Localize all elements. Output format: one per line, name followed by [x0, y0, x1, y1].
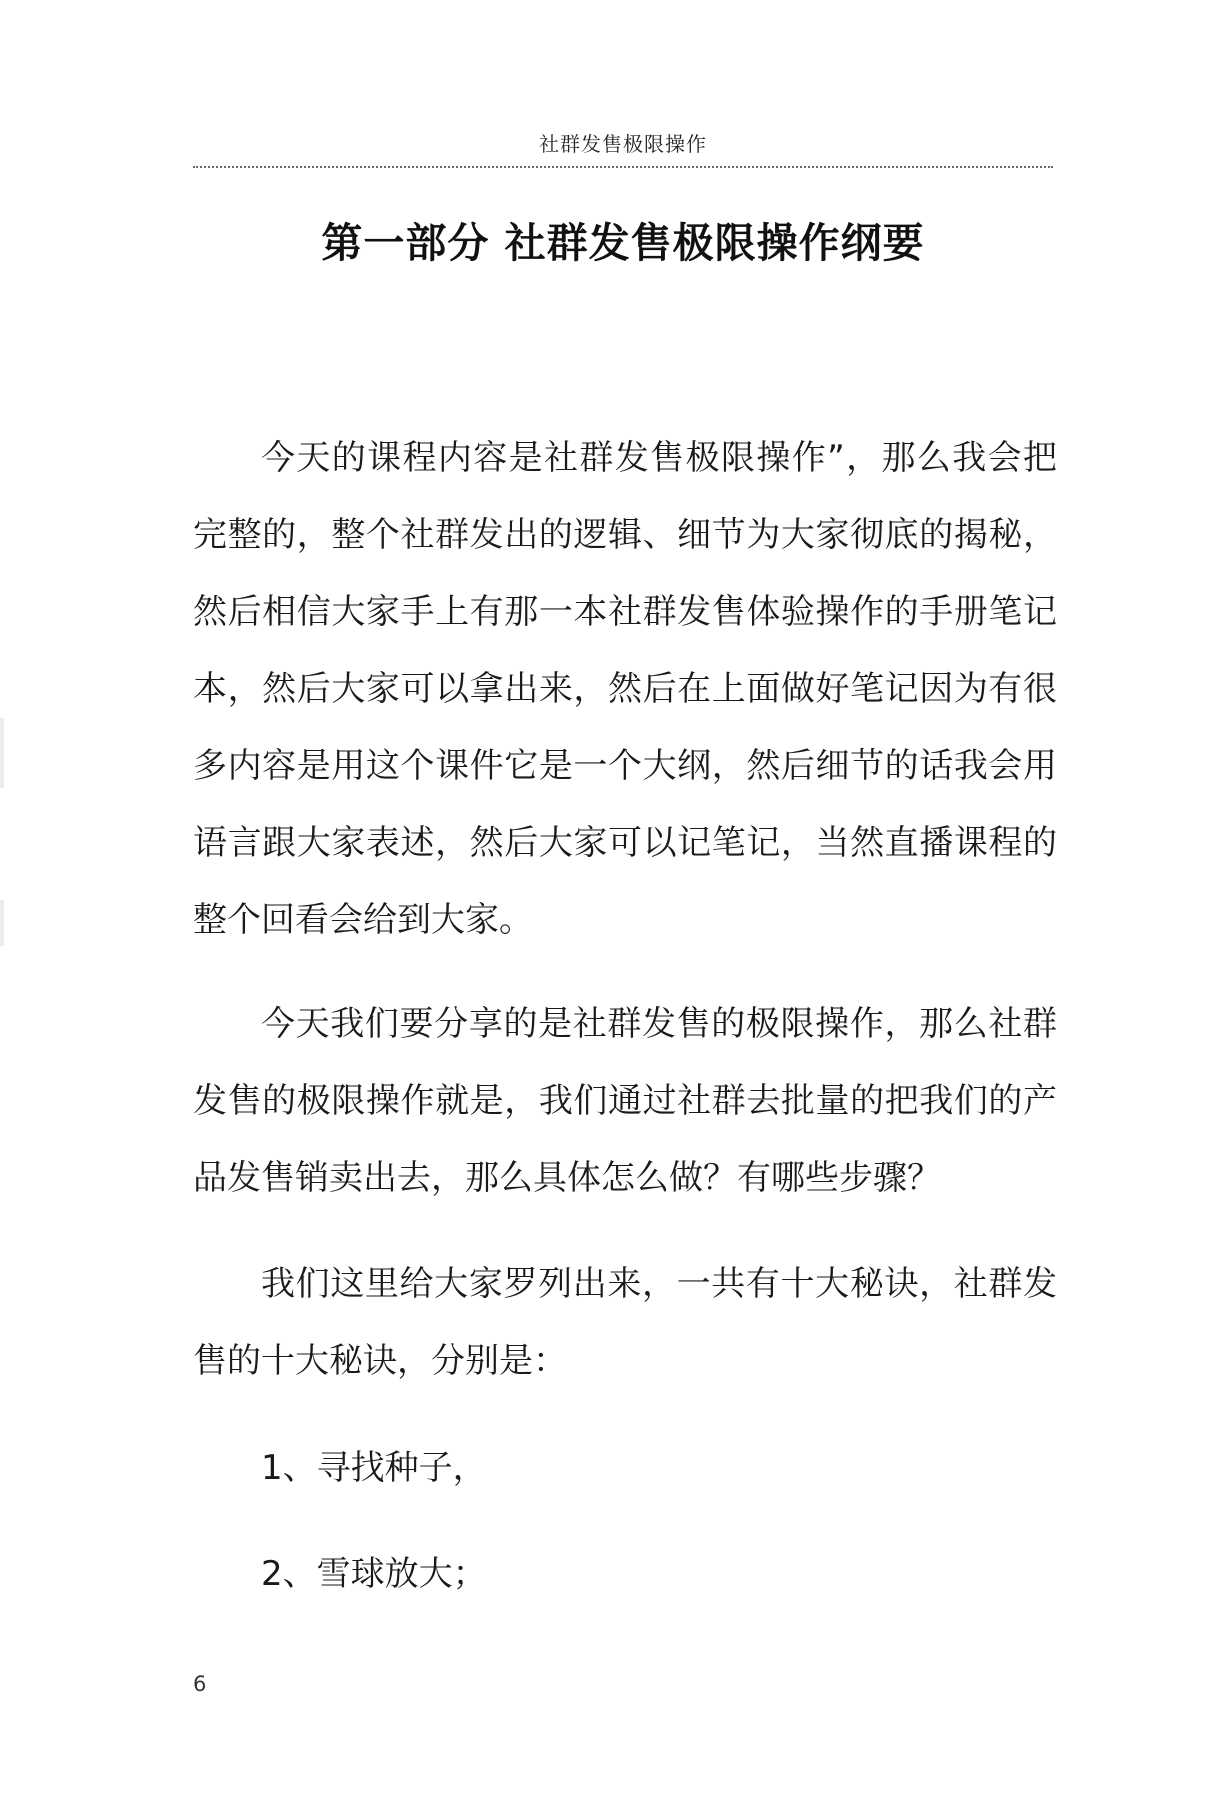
scan-margin-mark: [0, 718, 4, 788]
scan-margin-mark: [0, 900, 4, 946]
body-paragraph-secrets: 我们这里给大家罗列出来，一共有十大秘诀，社群发售的十大秘诀，分别是：: [193, 1264, 1057, 1381]
list-item-2: 2、雪球放大；: [261, 1554, 487, 1594]
list-item-1: 1、寻找种子，: [261, 1448, 487, 1488]
body-paragraph-definition: 今天我们要分享的是社群发售的极限操作，那么社群发售的极限操作就是，我们通过社群去批量的把我们的产品发售销卖出去，那么具体怎么做？有哪些步骤？: [193, 1004, 1057, 1198]
header-divider: [193, 166, 1053, 168]
running-header: 社群发售极限操作: [539, 132, 707, 156]
page-number: 6: [193, 1672, 207, 1696]
chapter-title: 第一部分 社群发售极限操作纲要: [321, 219, 925, 267]
body-paragraph-intro: 今天的课程内容是社群发售极限操作”，那么我会把完整的，整个社群发出的逻辑、细节为大家彻底的揭秘，然后相信大家手上有那一本社群发售体验操作的手册笔记本，然后大家可以拿出来，然后在上面做好笔记因为有很多内容是用这个课件它是一个大纲，然后细节的话我会用语言跟大家表述，然后大家可以记笔记，当然直播课程的整个回看会给到大家。: [193, 438, 1057, 940]
